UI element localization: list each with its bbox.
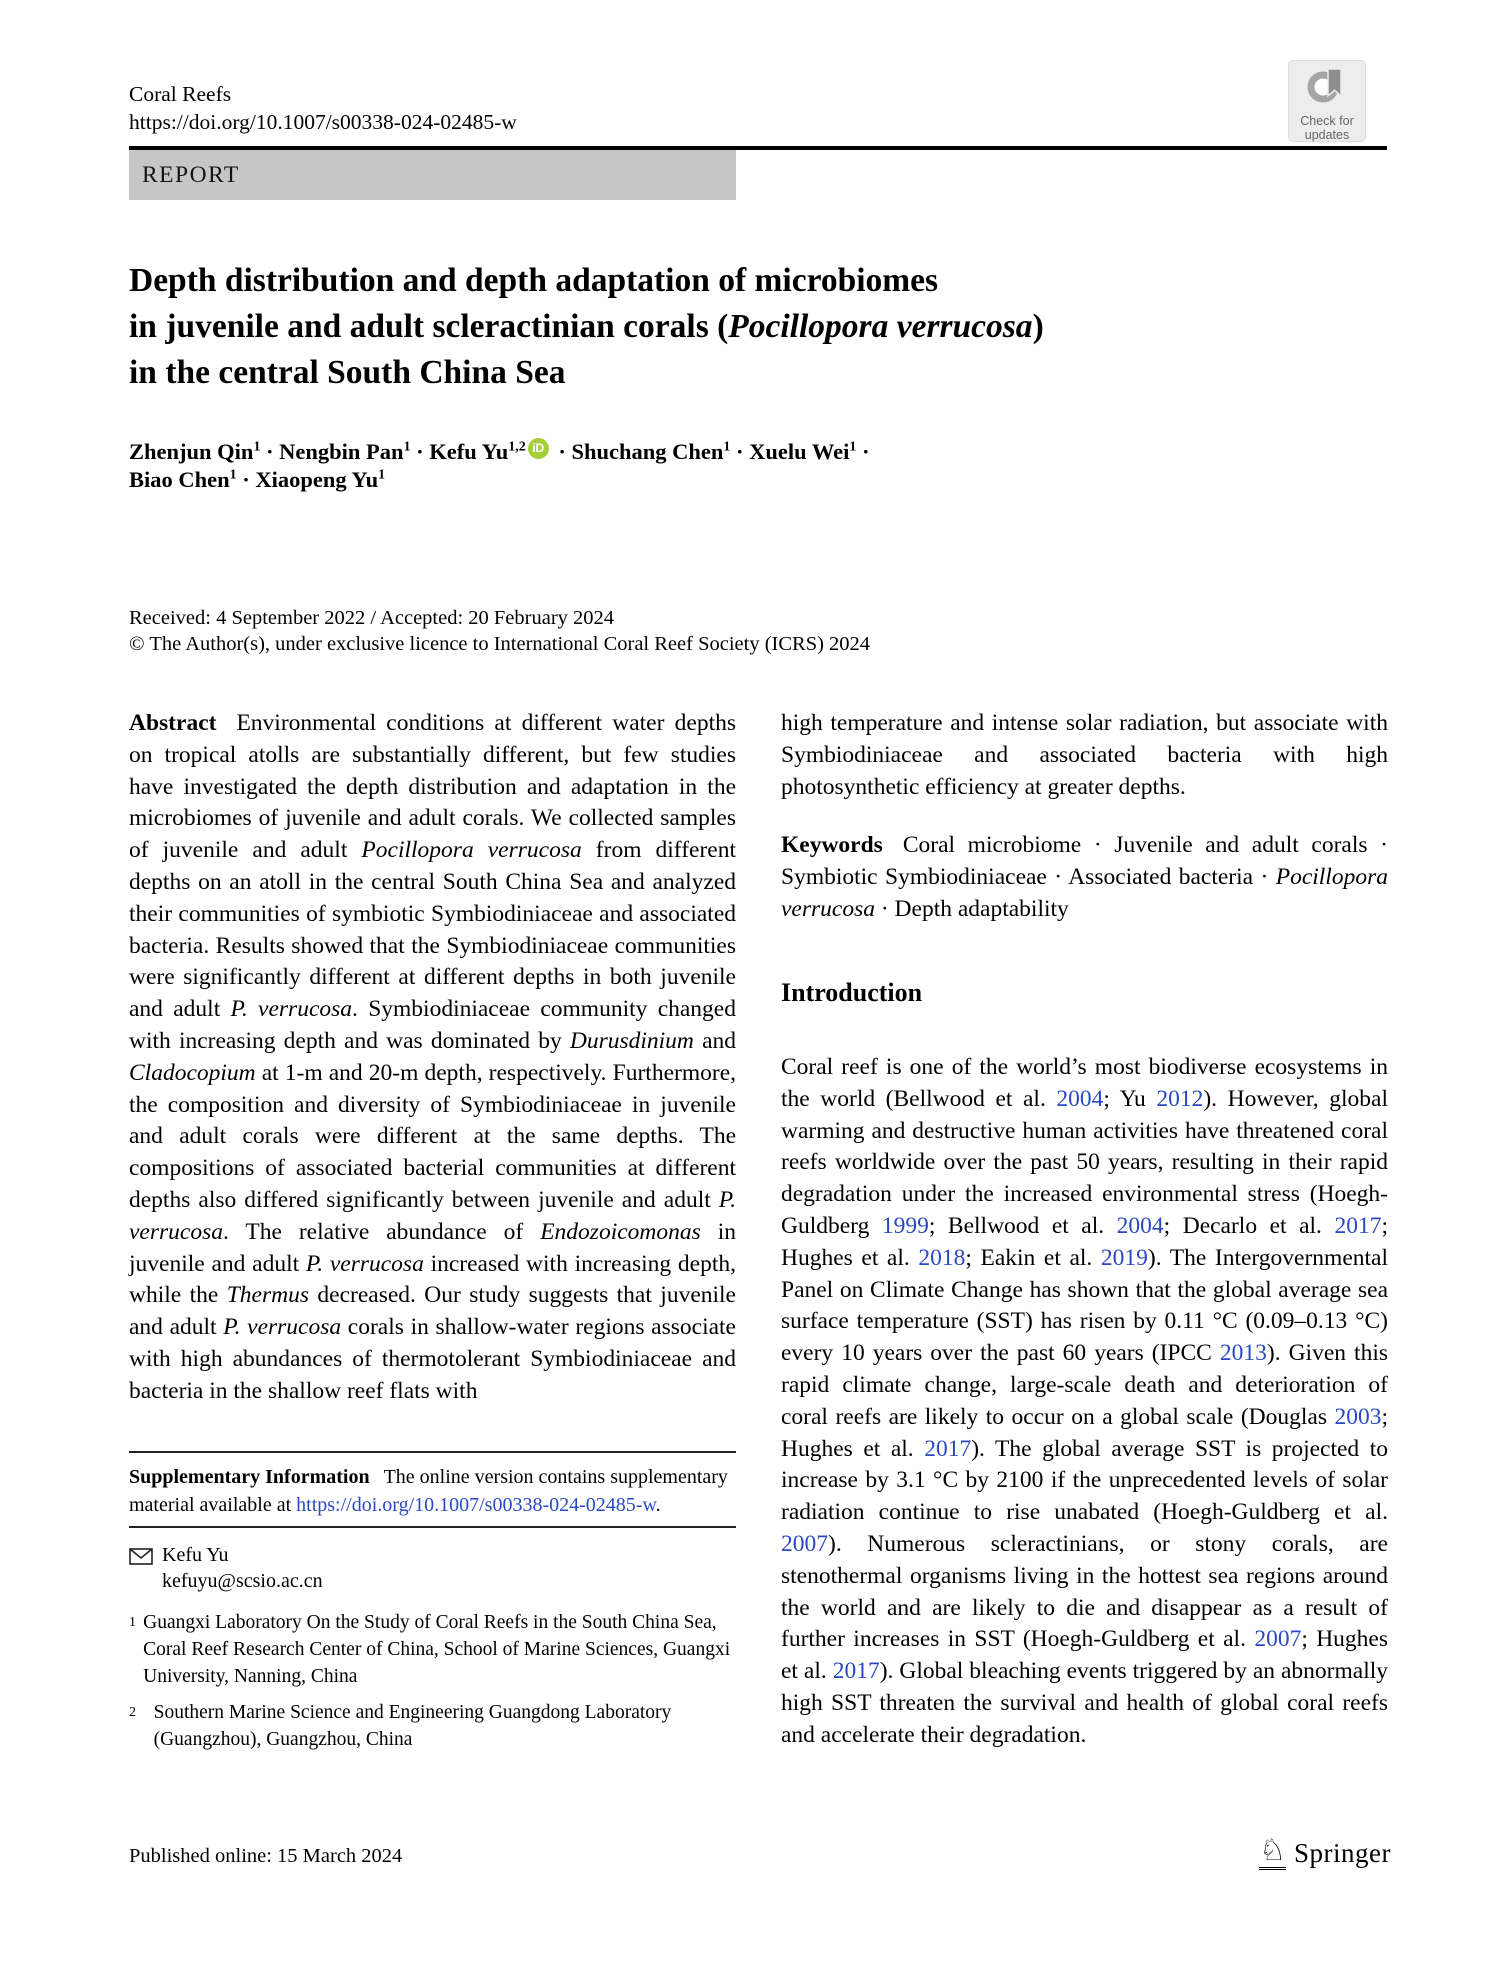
affiliation-2-text: Southern Marine Science and Engineering Guangdong Laboratory (Guangzhou), Guangzhou, China: [153, 1702, 672, 1750]
author-list: [129, 438, 1409, 494]
introduction-paragraph: Coral reef is one of the world’s most biodiverse ecosystems in the world (Bellwood et al. 2004; Yu 2012). However, global warming and destructive human activities have threatened coral reefs worldwide over the past 50 years, resulting in their rapid degradation under the increased environmental stress (Hoegh-Guldberg 1999; Bellwood et al. 2004; Decarlo et al. 2017; Hughes et al. 2018; Eakin et al. 2019). The Intergovernmental Panel on Climate Change has shown that the global average sea surface temperature (SST) has risen by 0.11 °C (0.09–0.13 °C) every 10 years over the past 60 years (IPCC 2013). Given this rapid climate change, large-scale death and deterioration of coral reefs are likely to occur on a global scale (Douglas 2003; Hughes et al. 2017). The global average SST is projected to increase by 3.1 °C by 2100 if the unprecedented levels of solar radiation continue to rise unabated (Hoegh-Guldberg et al. 2007). Numerous scleractinians, or stony corals, are stenothermal organisms living in the hottest sea regions around the world and are likely to die and disappear as a result of further increases in SST (Hoegh-Guldberg et al. 2007; Hughes et al. 2017). Global bleaching events triggered by an abnormally high SST threaten the survival and health of global coral reefs and accelerate their degradation.: [781, 1054, 1389, 1748]
envelope-icon: [129, 1542, 162, 1594]
citation-link[interactable]: 2012: [1156, 1085, 1204, 1112]
received-accepted-line: Received: 4 September 2022 / Accepted: 20 February 2024: [129, 607, 615, 629]
corresponding-author-name: Kefu Yu: [162, 1544, 229, 1566]
keywords-text: Coral microbiome · Juvenile and adult corals · Symbiotic Symbiodiniaceae · Associated bacteria · Pocillopora verrucosa · Depth adaptability: [781, 832, 1388, 922]
text-line: Depth distribution and depth adaptation of microbiomes: [129, 262, 939, 299]
citation-link[interactable]: 2013: [1219, 1340, 1267, 1367]
citation-link[interactable]: 2019: [1100, 1244, 1148, 1271]
publisher-name: Springer: [1294, 1837, 1391, 1868]
published-online-line: Published online: 15 March 2024: [129, 1845, 403, 1867]
abstract-text: Environmental conditions at different water depths on tropical atolls are substantially different, but few studies have investigated the depth distribution and adaptation in the microbiomes of juvenile and adult corals. We collected samples of juvenile and adult Pocillopora verrucosa from different depths on an atoll in the central South China Sea and analyzed their communities of symbiotic Symbiodiniaceae and associated bacteria. Results showed that the Symbiodiniaceae communities were significantly different at different depths in both juvenile and adult P. verrucosa. Symbiodiniaceae community changed with increasing depth and was dominated by Durusdinium and Cladocopium at 1-m and 20-m depth, respectively. Furthermore, the composition and diversity of Symbiodiniaceae in juvenile and adult corals were different at the same depths. The compositions of associated bacterial communities at different depths also differed significantly between juvenile and adult P. verrucosa. The relative abundance of Endozoicomonas in juvenile and adult P. verrucosa increased with increasing depth, while the Thermus decreased. Our study suggests that juvenile and adult P. verrucosa corals in shallow-water regions associate with high abundances of thermotolerant Symbiodiniaceae and bacteria in the shallow reef flats with: [129, 710, 736, 1404]
affiliation-2: [129, 1699, 736, 1753]
footnote-block: [129, 1451, 736, 1753]
publisher-logo: [1259, 1836, 1391, 1870]
article-type-banner: [129, 150, 736, 200]
supplementary-doi-link[interactable]: https://doi.org/10.1007/s00338-024-02485-w: [296, 1493, 656, 1516]
journal-name: Coral Reefs: [129, 82, 232, 106]
keywords-label: Keywords: [781, 832, 883, 858]
citation-link[interactable]: 2007: [1254, 1626, 1302, 1653]
citation-link[interactable]: 2004: [1056, 1085, 1104, 1112]
correspondence-block: [129, 1542, 736, 1594]
citation-link[interactable]: 2017: [924, 1435, 972, 1462]
citation-link[interactable]: 2018: [918, 1244, 966, 1271]
footnote-divider-bottom: [129, 1526, 736, 1528]
introduction-heading: Introduction: [781, 978, 923, 1007]
affiliation-1: [129, 1609, 736, 1690]
affiliation-2-number: 2: [129, 1705, 136, 1720]
doi-text: https://doi.org/10.1007/s00338-024-02485-w: [129, 110, 517, 134]
corresponding-author-email[interactable]: kefuyu@scsio.ac.cn: [162, 1570, 323, 1592]
keywords-paragraph: [781, 830, 1388, 925]
citation-link[interactable]: 2004: [1116, 1212, 1164, 1239]
dates-copyright-block: [129, 606, 1129, 657]
springer-knight-icon: ♘: [1259, 1836, 1286, 1870]
text-line: Biao Chen$^1$ · Xiaopeng Yu$^1$: [129, 467, 386, 492]
check-updates-icon: [1304, 65, 1350, 114]
affiliation-1-number: 1: [129, 1615, 136, 1630]
text-line: in the central South China Sea: [129, 354, 566, 391]
check-for-updates-badge[interactable]: [1288, 60, 1366, 142]
supplementary-info: [129, 1464, 736, 1519]
abstract-paragraph: [129, 708, 736, 1408]
citation-link[interactable]: 2003: [1334, 1403, 1382, 1430]
orcid-icon[interactable]: iD: [528, 438, 549, 459]
citation-link[interactable]: 2017: [832, 1658, 880, 1685]
citation-link[interactable]: 1999: [881, 1212, 929, 1239]
check-updates-label-line1: Check for: [1300, 114, 1354, 128]
text-line: in juvenile and adult scleractinian corals (Pocillopora verrucosa): [129, 308, 1044, 345]
abstract-label: Abstract: [129, 710, 217, 736]
article-title: [129, 258, 1409, 396]
citation-link[interactable]: 2017: [1334, 1212, 1382, 1239]
copyright-line: © The Author(s), under exclusive licence to International Coral Reef Society (ICRS) 2024: [129, 632, 871, 655]
footnote-divider-top: [129, 1451, 736, 1453]
citation-link[interactable]: 2007: [781, 1530, 828, 1557]
article-type-label: REPORT: [142, 161, 240, 188]
text-line: Zhenjun Qin$^1$ · Nengbin Pan$^1$ · Kefu Yu$^{1,2}$ iD · Shuchang Chen$^1$ · Xuelu Wei$^1$ ·: [129, 439, 870, 464]
affiliation-1-text: Guangxi Laboratory On the Study of Coral Reefs in the South China Sea, Coral Reef Research Center of China, School of Marine Sciences, Guangxi University, Nanning, China: [143, 1612, 731, 1687]
supplementary-label: Supplementary Information: [129, 1466, 370, 1488]
supplementary-text: The online version contains supplementary material available at https://doi.org/10.1007/s00338-024-02485-w.: [129, 1466, 728, 1516]
abstract-continued-paragraph: high temperature and intense solar radiation, but associate with Symbiodiniaceae and associated bacteria with high photosynthetic efficiency at greater depths.: [781, 710, 1388, 800]
check-updates-label-line2: updates: [1304, 128, 1350, 142]
